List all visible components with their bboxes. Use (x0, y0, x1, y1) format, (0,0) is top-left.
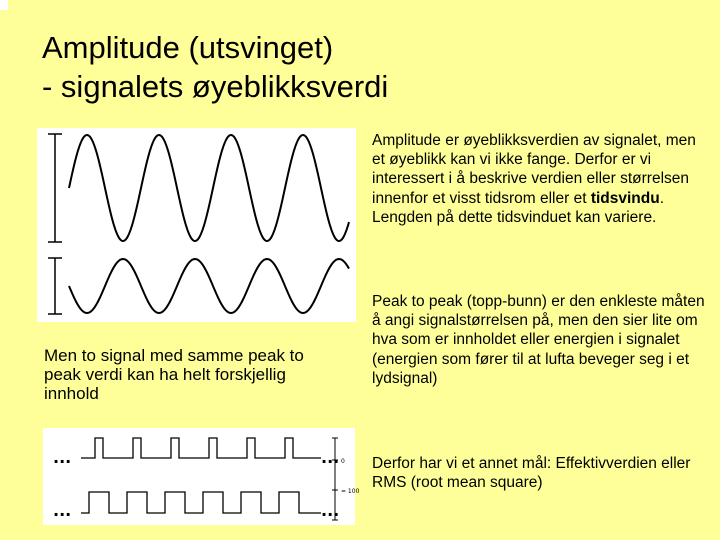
scale-label-zero: 0 (341, 458, 345, 465)
paragraph-peak-to-peak: Peak to peak (topp-bunn) er den enkleste måten å angi signalstørrelsen på, men den sier lite om hva som er innholdet eller energien i signalet (energien som fører til at lufta beveger seg i et lydsignal) (372, 293, 705, 387)
pulse-train-narrow (81, 438, 321, 458)
scale-label-100: = 100 (341, 488, 360, 495)
sine-waves-svg (37, 128, 356, 322)
sine-waves-figure (37, 128, 356, 322)
p1-text-end: . Lengden på dette tidsvinduet kan variere. (372, 189, 665, 226)
pulse-signals-svg (43, 428, 360, 525)
sine-wave-large (69, 135, 349, 241)
dots-right-bottom: ... (321, 501, 340, 520)
p1-text-start: Amplitude er øyeblikksverdien av signalet, men et øyeblikk kan vi ikke fange. Derfor er vi interessert i å beskrive verdien eller størrelsen innenfor et visst tidsrom eller et (372, 132, 696, 207)
slide-title (42, 28, 682, 106)
figure-caption: Men to signal med samme peak to peak verdi kan ha helt forskjellig innhold (44, 346, 304, 403)
paragraph-amplitude (372, 131, 707, 227)
corner-mark (0, 0, 8, 10)
dots-left-top: ... (53, 448, 72, 467)
pulse-signals-figure (43, 428, 360, 525)
title-line-2: - signalets øyeblikksverdi (42, 69, 389, 104)
sine-wave-small (69, 259, 349, 313)
dots-left-bottom: ... (53, 501, 72, 520)
dots-right-top: ... (321, 448, 340, 467)
paragraph-rms: Derfor har vi et annet mål: Effektivverdien eller RMS (root mean square) (372, 455, 691, 492)
pulse-train-wide (81, 492, 321, 513)
title-line-1: Amplitude (utsvinget) (42, 30, 334, 65)
p1-bold-term: tidsvindu (590, 189, 660, 207)
